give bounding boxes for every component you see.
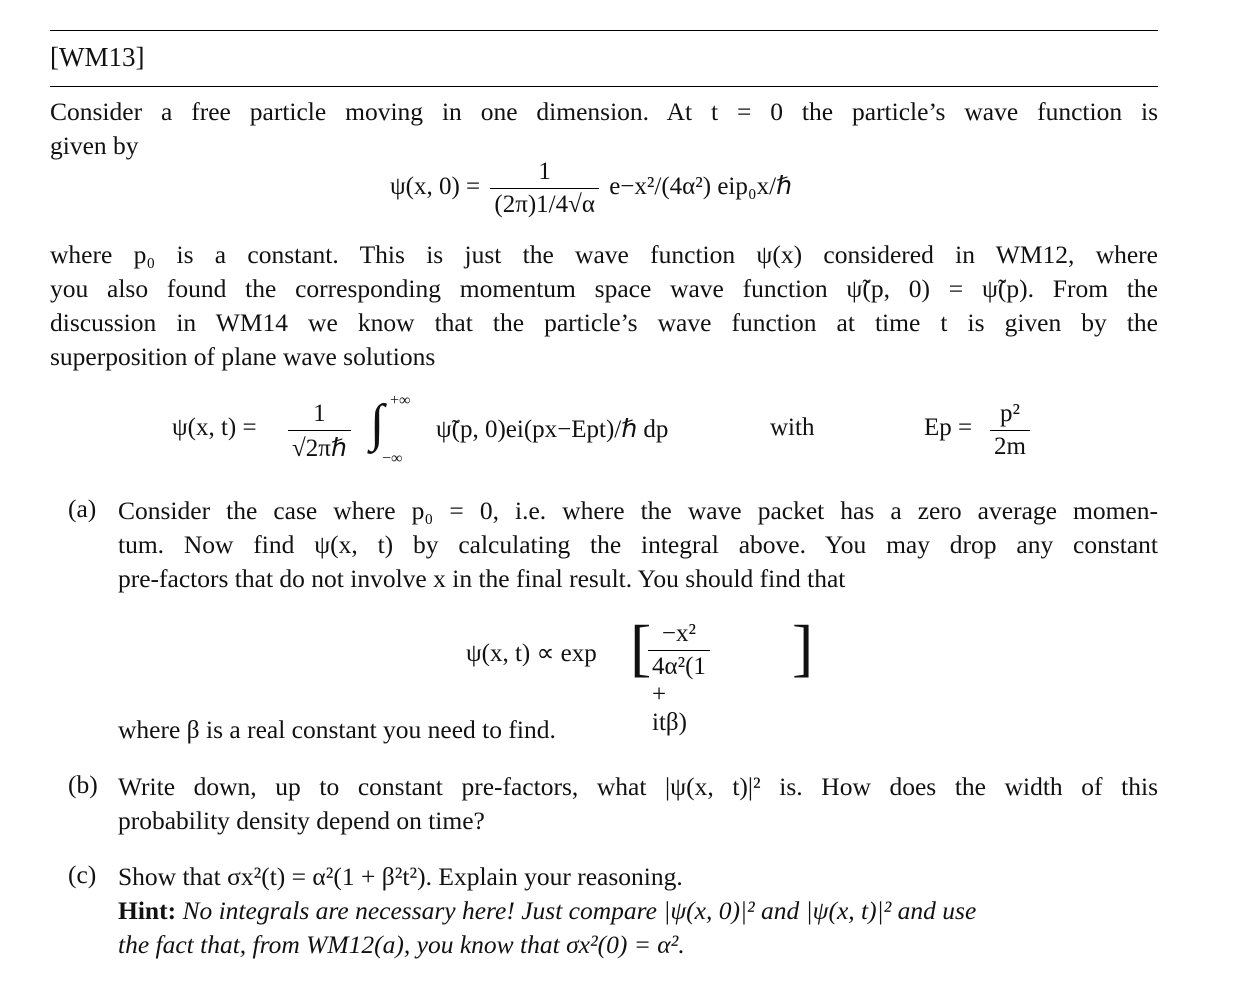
part-a-text	[118, 494, 1158, 596]
eq2-lhs: ψ(x, t) =	[172, 414, 257, 441]
context-paragraph	[50, 238, 1158, 374]
part-a-line-1: Consider the case where p₀ = 0, i.e. where the wave packet has a zero average momen-	[118, 496, 1158, 525]
energy-denominator: 2m	[990, 430, 1030, 461]
part-c-line-3: the fact that, from WM12(a), you know that σx²(0) = α².	[118, 930, 685, 959]
part-a-beta-line	[118, 713, 1158, 747]
context-line-4: superposition of plane wave solutions	[50, 342, 436, 371]
integral-upper-limit: +∞	[390, 392, 411, 409]
part-c-hint-line	[118, 894, 1158, 928]
part-c-line-2: No integrals are necessary here! Just compare |ψ(x, 0)|² and |ψ(x, t)|² and use	[182, 896, 977, 925]
part-a-denominator: 4α²(1 + itβ)	[648, 650, 710, 737]
top-rule	[50, 30, 1158, 31]
part-a-line-2: tum. Now find ψ(x, t) by calculating the integral above. You may drop any constant	[118, 530, 1158, 559]
intro-line-2: given by	[50, 131, 139, 160]
context-line-2: you also found the corresponding momentum space wave function ψ̃(p, 0) = ψ̃(p). From the	[50, 274, 1158, 303]
eq2-integrand: ψ̃(p, 0)ei(px−Ept)/ℏ dp	[436, 416, 669, 443]
eq1-fraction	[490, 158, 599, 219]
eq1-exponentials: e−x²/(4α²) eip₀x/ℏ	[609, 173, 792, 201]
part-b-line-1: Write down, up to constant pre-factors, what |ψ(x, t)|² is. How does the width of this	[118, 772, 1158, 801]
intro-paragraph	[50, 95, 1158, 163]
integral-sign: ∫	[370, 395, 385, 452]
right-bracket: ]	[792, 612, 814, 683]
eq1-lhs: ψ(x, 0) =	[390, 173, 481, 201]
eq1-denominator: (2π)1/4√α	[490, 188, 599, 219]
left-bracket: [	[630, 612, 652, 683]
part-a-line-4: where β is a real constant you need to find.	[118, 715, 556, 744]
eq1-numerator: 1	[538, 158, 551, 185]
energy-lhs: Ep =	[924, 414, 973, 441]
problem-code: [WM13]	[50, 42, 145, 72]
energy-fraction	[990, 400, 1030, 461]
energy-numerator: p²	[999, 400, 1020, 427]
integral-lower-limit: −∞	[382, 450, 403, 467]
part-c-line-1: Show that σx²(t) = α²(1 + β²t²). Explain your reasoning.	[118, 862, 683, 891]
eq2-denominator: √2πℏ	[288, 430, 351, 463]
part-c-label: (c)	[68, 860, 97, 889]
context-line-3: discussion in WM14 we know that the particle’s wave function at time t is given by the	[50, 308, 1158, 337]
eq2-numerator: 1	[313, 400, 326, 427]
part-a-label: (a)	[68, 494, 97, 523]
part-b-label: (b)	[68, 770, 98, 799]
with-word: with	[770, 414, 815, 441]
eq2-prefactor	[288, 400, 351, 463]
intro-line-1: Consider a free particle moving in one dimension. At t = 0 the particle’s wave function is	[50, 97, 1158, 126]
hint-label: Hint:	[118, 896, 177, 925]
context-line-1: where p₀ is a constant. This is just the wave function ψ(x) considered in WM12, where	[50, 240, 1158, 269]
part-c-text	[118, 860, 1158, 962]
part-a-line-3: pre-factors that do not involve x in the final result. You should find that	[118, 564, 846, 593]
header-rule	[50, 86, 1158, 87]
part-b-text	[118, 770, 1158, 838]
part-b-line-2: probability density depend on time?	[118, 806, 485, 835]
part-a-eq-lhs: ψ(x, t) ∝ exp	[466, 640, 597, 667]
superposition-equation	[172, 392, 1052, 470]
initial-wavefunction-equation	[390, 158, 792, 219]
part-a-numerator: −x²	[661, 620, 697, 647]
